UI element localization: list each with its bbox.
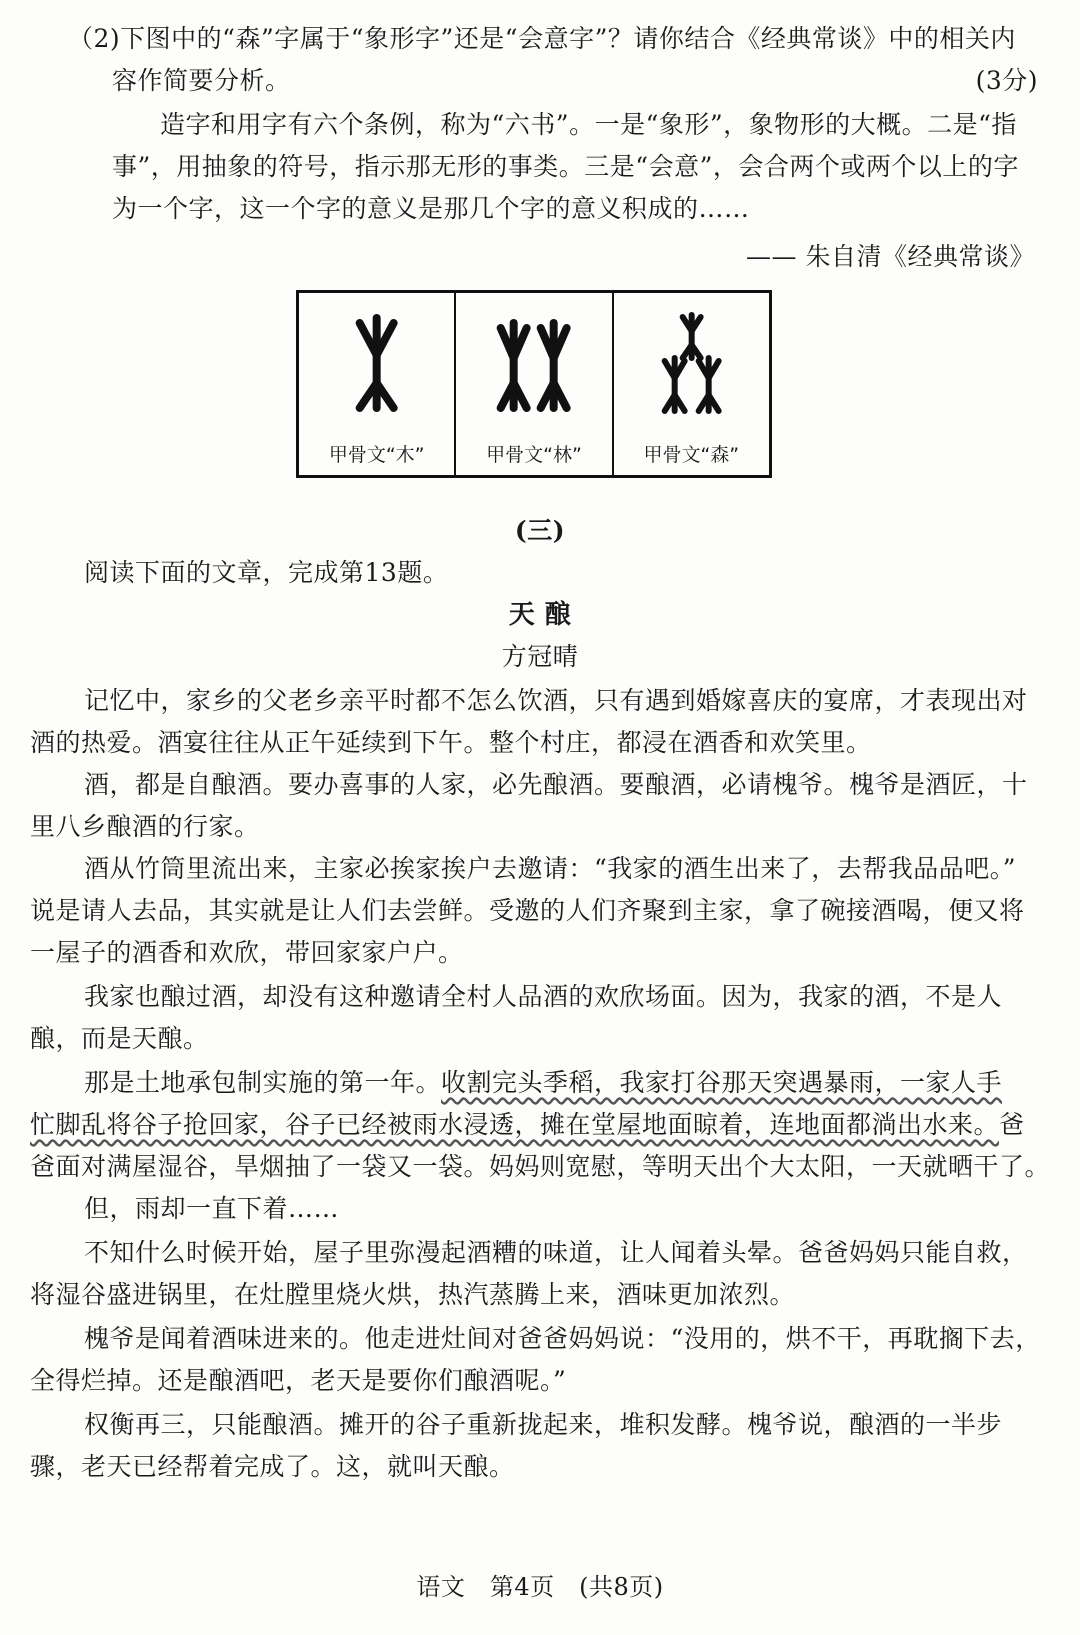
para-3-line-2: 说是请人去品，其实就是让人们去尝鲜。受邀的人们齐聚到主家，拿了碗接酒喝，便又将: [30, 896, 1025, 925]
oracle-mu-glyph: [299, 303, 454, 423]
quote-line-1: 造字和用字有六个条例，称为“六书”。一是“象形”，象物形的大概。二是“指: [160, 110, 1017, 139]
para-7-line-2: 将湿谷盛进锅里，在灶膛里烧火烘，热汽蒸腾上来，酒味更加浓烈。: [30, 1280, 796, 1309]
section-instruction: 阅读下面的文章，完成第13题。: [84, 558, 449, 587]
para-2-line-2: 里八乡酿酒的行家。: [30, 812, 260, 841]
wavy-underlined-text: 收割完头季稻，我家打谷那天突遇暴雨，一家人手: [441, 1068, 1003, 1097]
para-3-line-1: 酒从竹筒里流出来，主家必挨家挨户去邀请：“我家的酒生出来了，去帮我品品吧。”: [84, 854, 1017, 883]
para-5-plain-text: 那是土地承包制实施的第一年。: [84, 1068, 442, 1097]
section-number: (三): [514, 516, 566, 545]
para-7-line-1: 不知什么时候开始，屋子里弥漫起酒糟的味道，让人闻着头晕。爸爸妈妈只能自救，: [84, 1238, 1028, 1267]
figure-cell-sen: [614, 293, 769, 475]
quote-line-3: 为一个字，这一个字的意义是那几个字的意义积成的……: [112, 194, 750, 223]
caption-mu: 甲骨文“木”: [328, 444, 425, 466]
para-2-line-1: 酒，都是自酿酒。要办喜事的人家，必先酿酒。要酿酒，必请槐爷。槐爷是酒匠，十: [84, 770, 1028, 799]
question-text: 容作简要分析。: [112, 66, 291, 95]
figure-cell-lin: [456, 293, 613, 475]
page-footer: 语文 第4页 (共8页): [416, 1573, 664, 1601]
question-score: (3分): [975, 66, 1038, 95]
para-5-line-3: 爸面对满屋湿谷，旱烟抽了一袋又一袋。妈妈则宽慰，等明天出个大太阳，一天就晒干了。: [30, 1152, 1051, 1181]
article-title: 天 酿: [508, 600, 572, 630]
para-9-line-1: 权衡再三，只能酿酒。摊开的谷子重新拢起来，堆积发酵。槐爷说，酿酒的一半步: [84, 1410, 1003, 1439]
article-author: 方冠晴: [501, 642, 579, 671]
para-3-line-3: 一屋子的酒香和欢欣，带回家家户户。: [30, 938, 464, 967]
para-8-line-1: 槐爷是闻着酒味进来的。他走进灶间对爸爸妈妈说：“没用的，烘不干，再耽搁下去，: [84, 1324, 1041, 1353]
oracle-lin-glyph: [456, 303, 611, 423]
question-line-1: （2)下图中的“森”字属于“象形字”还是“会意字”？请你结合《经典常谈》中的相关内: [68, 24, 1016, 53]
para-4-line-2: 酿，而是天酿。: [30, 1024, 209, 1053]
para-1-line-1: 记忆中，家乡的父老乡亲平时都不怎么饮酒，只有遇到婚嫁喜庆的宴席，才表现出对: [84, 686, 1028, 715]
para-4-line-1: 我家也酿过酒，却没有这种邀请全村人品酒的欢欣场面。因为，我家的酒，不是人: [84, 982, 1003, 1011]
caption-sen: 甲骨文“森”: [643, 444, 740, 466]
para-5-plain-text: 爸: [999, 1110, 1025, 1139]
para-5-line-2: [30, 1108, 1035, 1142]
question-line-2: [112, 64, 1038, 98]
oracle-bone-figure: [296, 290, 772, 478]
para-1-line-2: 酒的热爱。酒宴往往从正午延续到下午。整个村庄，都浸在酒香和欢笑里。: [30, 728, 872, 757]
para-9-line-2: 骤，老天已经帮着完成了。这，就叫天酿。: [30, 1452, 515, 1481]
quote-source: —— 朱自清《经典常谈》: [746, 242, 1035, 271]
para-6: 但，雨却一直下着……: [84, 1194, 340, 1223]
wavy-underlined-text: 忙脚乱将谷子抢回家，谷子已经被雨水浸透，摊在堂屋地面晾着，连地面都淌出水来。: [30, 1110, 1000, 1139]
figure-cell-mu: [299, 293, 456, 475]
oracle-sen-glyph: [614, 303, 769, 423]
para-5-line-1: [84, 1066, 1035, 1100]
quote-line-2: 事”，用抽象的符号，指示那无形的事类。三是“会意”，会合两个或两个以上的字: [112, 152, 1019, 181]
para-8-line-2: 全得烂掉。还是酿酒吧，老天是要你们酿酒呢。”: [30, 1366, 567, 1395]
caption-lin: 甲骨文“林”: [486, 444, 582, 466]
